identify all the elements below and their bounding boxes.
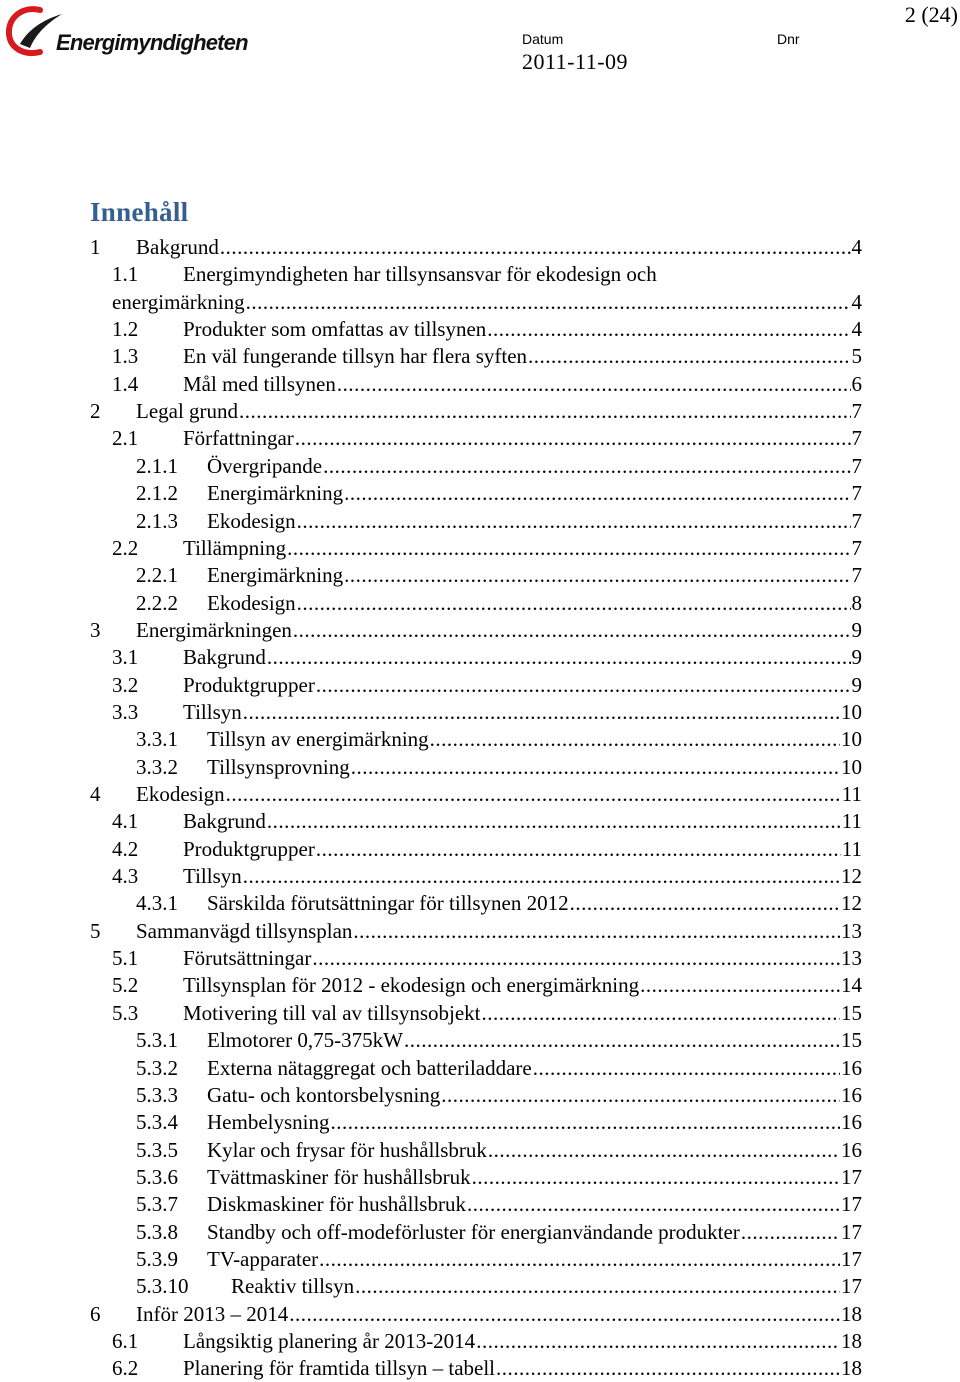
toc-entry-page: 7 — [851, 508, 862, 533]
toc-entry[interactable] — [112, 1328, 862, 1355]
toc-entry-title: Reaktiv tillsyn — [231, 1274, 355, 1299]
toc-dot-leader — [319, 1246, 840, 1273]
toc-entry-title: Energimyndigheten har tillsynsansvar för ekodesign och — [183, 262, 657, 287]
toc-entry[interactable] — [112, 644, 862, 671]
toc-entry-page: 7 — [851, 399, 862, 424]
toc-entry-page: 16 — [841, 1082, 862, 1107]
toc-entry[interactable] — [136, 754, 862, 781]
page-number: 2 (24) — [904, 2, 958, 27]
toc-dot-leader — [293, 617, 851, 644]
toc-entry-title: Motivering till val av tillsynsobjekt — [183, 1000, 481, 1025]
toc-entry-number: 2.2.1 — [136, 563, 178, 588]
toc-entry-number: 4.2 — [112, 836, 139, 861]
toc-entry-title: Bakgrund — [136, 235, 219, 259]
toc-entry-number: 5.1 — [112, 946, 139, 971]
toc-dot-leader — [316, 672, 851, 699]
toc-dot-leader — [267, 644, 851, 671]
toc-dot-leader — [220, 234, 851, 261]
toc-entry-page: 7 — [851, 481, 862, 506]
toc-entry[interactable] — [90, 398, 862, 425]
toc-entry[interactable] — [112, 699, 862, 726]
toc-entry-number: 4.3.1 — [136, 891, 178, 916]
toc-dot-leader — [404, 1027, 840, 1054]
toc-entry-number: 2.1.1 — [136, 453, 178, 478]
toc-entry-page: 12 — [841, 891, 862, 916]
toc-entry-number: 6.2 — [112, 1356, 139, 1381]
toc-dot-leader — [570, 890, 840, 917]
toc-entry-page: 18 — [841, 1356, 862, 1381]
toc-entry[interactable] — [112, 836, 862, 863]
toc-entry-title: Produktgrupper — [183, 836, 315, 861]
toc-dot-leader — [344, 480, 850, 507]
toc-entry-number: 1.4 — [112, 371, 139, 396]
toc-entry-page: 13 — [841, 946, 862, 971]
toc-entry-title: Legal grund — [136, 399, 239, 424]
toc-entry[interactable] — [136, 590, 862, 617]
toc-dot-leader — [355, 1273, 840, 1300]
toc-entry-title: Mål med tillsynen — [183, 371, 336, 396]
toc-entry-page: 9 — [851, 645, 862, 670]
toc-entry[interactable] — [136, 1082, 862, 1109]
toc-entry-number: 5.2 — [112, 973, 139, 998]
toc-entry-title: Förutsättningar — [183, 946, 312, 971]
toc-entry-title: Inför 2013 – 2014 — [136, 1301, 289, 1326]
toc-entry-number: 2 — [90, 399, 101, 424]
toc-entry-number: 2.1 — [112, 426, 139, 451]
toc-entry[interactable] — [112, 672, 862, 699]
toc-dot-leader — [226, 781, 841, 808]
toc-entry[interactable] — [136, 890, 862, 917]
toc-entry-title: Särskilda förutsättningar för tillsynen 2012 — [207, 891, 569, 916]
toc-entry-title: Produkter som omfattas av tillsynen — [183, 317, 487, 342]
toc-entry-title: Tillsynsprovning — [207, 754, 350, 779]
toc-entry-number: 5.3.10 — [136, 1274, 189, 1299]
toc-entry-title: En väl fungerande tillsyn har flera syften — [183, 344, 528, 369]
toc-entry[interactable] — [136, 726, 862, 753]
toc-dot-leader — [487, 316, 850, 343]
toc-entry-page: 7 — [851, 426, 862, 451]
toc-dot-leader — [353, 918, 840, 945]
toc-entry-page: 15 — [841, 1000, 862, 1025]
toc-entry-number: 3.2 — [112, 672, 139, 697]
toc-entry-page: 16 — [841, 1137, 862, 1162]
toc-entry-page: 11 — [841, 809, 862, 834]
date-value: 2011-11-09 — [522, 49, 629, 74]
toc-dot-leader — [287, 535, 850, 562]
toc-entry[interactable] — [136, 1109, 862, 1136]
toc-entry-number: 5 — [90, 918, 101, 943]
toc-entry-title: Långsiktig planering år 2013-2014 — [183, 1329, 476, 1353]
toc-entry-title: Tillsyn av energimärkning — [207, 727, 429, 752]
toc-entry[interactable] — [136, 453, 862, 480]
toc-entry-number: 5.3.8 — [136, 1219, 178, 1244]
toc-entry-page: 10 — [841, 699, 862, 724]
toc-entry-title: Tillsynsplan för 2012 - ekodesign och energimärkning — [183, 973, 640, 998]
toc-entry-page: 12 — [841, 864, 862, 889]
toc-entry-page: 11 — [841, 782, 862, 806]
toc-entry-title: Externa nätaggregat och batteriladdare — [207, 1055, 532, 1080]
toc-dot-leader — [323, 453, 850, 480]
toc-entry[interactable] — [136, 1027, 862, 1054]
toc-entry[interactable] — [90, 1301, 862, 1328]
toc-entry-number: 3.1 — [112, 645, 139, 670]
toc-entry[interactable] — [112, 1355, 862, 1382]
toc-entry-number: 5.3.3 — [136, 1082, 178, 1107]
toc-entry[interactable] — [112, 343, 862, 370]
toc-entry[interactable] — [90, 617, 862, 644]
toc-dot-leader — [528, 343, 850, 370]
dnr-label: Dnr — [777, 31, 800, 47]
toc-entry-number: 3.3.1 — [136, 727, 178, 752]
toc-dot-leader — [297, 508, 851, 535]
toc-entry-title: Ekodesign — [207, 590, 296, 615]
toc-entry-page: 7 — [851, 453, 862, 478]
toc-dot-leader — [741, 1219, 840, 1246]
toc-entry-title: Tillämpning — [183, 535, 287, 560]
toc-entry-page: 17 — [841, 1192, 862, 1217]
toc-entry-page: 10 — [841, 727, 862, 752]
toc-entry-page: 16 — [841, 1055, 862, 1080]
toc-entry[interactable] — [136, 1137, 862, 1164]
toc-dot-leader — [467, 1191, 840, 1218]
toc-entry-page: 4 — [851, 289, 862, 314]
toc-dot-leader — [481, 1000, 840, 1027]
toc-dot-leader — [337, 371, 851, 398]
toc-dot-leader — [239, 398, 850, 425]
toc-dot-leader — [441, 1082, 840, 1109]
toc-dot-leader — [344, 562, 850, 589]
toc-entry-title: Författningar — [183, 426, 294, 451]
toc-entry-number: 2.2 — [112, 535, 139, 560]
toc-entry-page: 8 — [851, 590, 862, 615]
toc-dot-leader — [267, 808, 841, 835]
toc-entry[interactable] — [136, 1055, 862, 1082]
toc-entry[interactable] — [112, 535, 862, 562]
toc-entry-page: 9 — [851, 617, 862, 642]
toc-entry-title: TV-apparater — [207, 1246, 319, 1271]
toc-entry-title: Ekodesign — [136, 782, 225, 806]
toc-entry[interactable] — [112, 1000, 862, 1027]
toc-entry-page: 14 — [841, 973, 862, 998]
toc-entry-title: Tillsyn — [183, 864, 242, 889]
toc-entry[interactable] — [136, 1246, 862, 1273]
toc-entry-continuation[interactable] — [112, 289, 862, 316]
toc-entry-page: 9 — [851, 672, 862, 697]
toc-entry-page: 17 — [841, 1274, 862, 1299]
toc-dot-leader — [330, 1109, 840, 1136]
toc-entry-page: 7 — [851, 535, 862, 560]
toc-entry[interactable] — [112, 425, 862, 452]
toc-entry-number: 6 — [90, 1301, 101, 1326]
toc-entry-number: 1 — [90, 235, 101, 259]
toc-entry-number: 2.1.2 — [136, 481, 178, 506]
toc-entry-number: 5.3.9 — [136, 1246, 178, 1271]
toc-dot-leader — [430, 726, 840, 753]
toc-entry-number: 5.3.6 — [136, 1164, 178, 1189]
toc-entry-page: 15 — [841, 1028, 862, 1053]
toc-entry[interactable] — [136, 508, 862, 535]
toc-dot-leader — [488, 1137, 840, 1164]
toc-entry-page: 11 — [841, 836, 862, 861]
toc-dot-leader — [243, 699, 840, 726]
toc-entry[interactable] — [136, 1273, 862, 1300]
toc-entry[interactable] — [90, 781, 862, 808]
toc-dot-leader — [295, 425, 851, 452]
toc-entry-number: 4.1 — [112, 809, 139, 834]
toc-entry-page: 18 — [841, 1301, 862, 1326]
toc-dot-leader — [297, 590, 851, 617]
toc-dot-leader — [312, 945, 840, 972]
toc-entry-number: 6.1 — [112, 1329, 139, 1353]
toc-dot-leader — [640, 972, 840, 999]
toc-entry[interactable] — [136, 1219, 862, 1246]
toc-entry-title: Planering för framtida tillsyn – tabell — [183, 1356, 496, 1381]
toc-entry-page: 4 — [851, 235, 862, 259]
toc-entry-number: 5.3.4 — [136, 1110, 178, 1135]
toc-entry-page: 16 — [841, 1110, 862, 1135]
toc-entry-title: energimärkning — [112, 289, 245, 314]
toc-entry-title: Kylar och frysar för hushållsbruk — [207, 1137, 487, 1162]
toc-entry-title: Tvättmaskiner för hushållsbruk — [207, 1164, 471, 1189]
toc-dot-leader — [289, 1301, 840, 1328]
date-label: Datum — [522, 31, 564, 47]
toc-entry[interactable] — [112, 863, 862, 890]
toc-entry-page: 18 — [841, 1329, 862, 1353]
toc-entry-page: 10 — [841, 754, 862, 779]
toc-entry-title: Energimärkningen — [136, 617, 292, 642]
toc-entry-number: 3.3.2 — [136, 754, 178, 779]
toc-entry[interactable] — [136, 480, 862, 507]
toc-entry-title: Övergripande — [207, 453, 323, 478]
toc-entry-page: 17 — [841, 1246, 862, 1271]
toc-dot-leader — [533, 1055, 840, 1082]
toc-entry[interactable] — [112, 972, 862, 999]
toc-entry-title: Hembelysning — [207, 1110, 330, 1135]
toc-entry-number: 2.2.2 — [136, 590, 178, 615]
toc-entry-title: Energimärkning — [207, 563, 344, 588]
toc-entry[interactable] — [136, 1164, 862, 1191]
toc-entry-title: Energimärkning — [207, 481, 344, 506]
toc-entry-number: 4.3 — [112, 864, 139, 889]
toc-entry-number: 1.2 — [112, 317, 139, 342]
toc-entry-number: 1.1 — [112, 262, 139, 287]
toc-dot-leader — [351, 754, 840, 781]
toc-entry-title: Ekodesign — [207, 508, 296, 533]
logo-wordmark: Energimyndigheten — [56, 30, 248, 55]
toc-entry[interactable] — [136, 1191, 862, 1218]
toc-dot-leader — [472, 1164, 840, 1191]
toc-entry-title: Diskmaskiner för hushållsbruk — [207, 1192, 466, 1217]
toc-dot-leader — [243, 863, 840, 890]
toc-entry-title: Tillsyn — [183, 699, 242, 724]
toc-entry-page: 17 — [841, 1164, 862, 1189]
toc-entry-number: 3.3 — [112, 699, 139, 724]
toc-entry-page: 13 — [841, 918, 862, 943]
toc-entry[interactable] — [90, 234, 862, 261]
toc-entry-number: 1.3 — [112, 344, 139, 369]
toc-dot-leader — [496, 1355, 840, 1382]
toc-entry[interactable] — [112, 808, 862, 835]
toc-entry[interactable] — [112, 371, 862, 398]
toc-entry-number: 3 — [90, 617, 101, 642]
toc-entry-number: 5.3 — [112, 1000, 139, 1025]
toc-entry-page: 17 — [841, 1219, 862, 1244]
toc-dot-leader — [246, 289, 851, 316]
toc-entry-title: Sammanvägd tillsynsplan — [136, 918, 353, 943]
toc-entry-page: 7 — [851, 563, 862, 588]
toc-entry[interactable] — [112, 261, 657, 288]
toc-entry[interactable] — [112, 945, 862, 972]
toc-entry[interactable] — [90, 918, 862, 945]
toc-entry-number: 5.3.7 — [136, 1192, 178, 1217]
toc-entry[interactable] — [112, 316, 862, 343]
toc-entry-title: Elmotorer 0,75-375kW — [207, 1028, 403, 1053]
energimyndigheten-logo — [6, 4, 246, 60]
toc-entry-title: Bakgrund — [183, 645, 266, 670]
toc-entry[interactable] — [136, 562, 862, 589]
toc-heading: Innehåll — [90, 197, 189, 227]
toc-entry-page: 4 — [851, 317, 862, 342]
toc-entry-title: Bakgrund — [183, 809, 266, 834]
toc-dot-leader — [476, 1328, 840, 1355]
toc-entry-number: 5.3.1 — [136, 1028, 178, 1053]
toc-entry-page: 6 — [851, 371, 862, 396]
toc-entry-page: 5 — [851, 344, 862, 369]
toc-dot-leader — [316, 836, 841, 863]
toc-entry-title: Standby och off-modeförluster för energianvändande produkter — [207, 1219, 740, 1244]
toc-entry-title: Gatu- och kontorsbelysning — [207, 1082, 441, 1107]
toc-entry-number: 4 — [90, 782, 101, 806]
toc-entry-number: 5.3.2 — [136, 1055, 178, 1080]
toc-entry-title: Produktgrupper — [183, 672, 315, 697]
toc-entry-number: 5.3.5 — [136, 1137, 178, 1162]
toc-entry-number: 2.1.3 — [136, 508, 178, 533]
